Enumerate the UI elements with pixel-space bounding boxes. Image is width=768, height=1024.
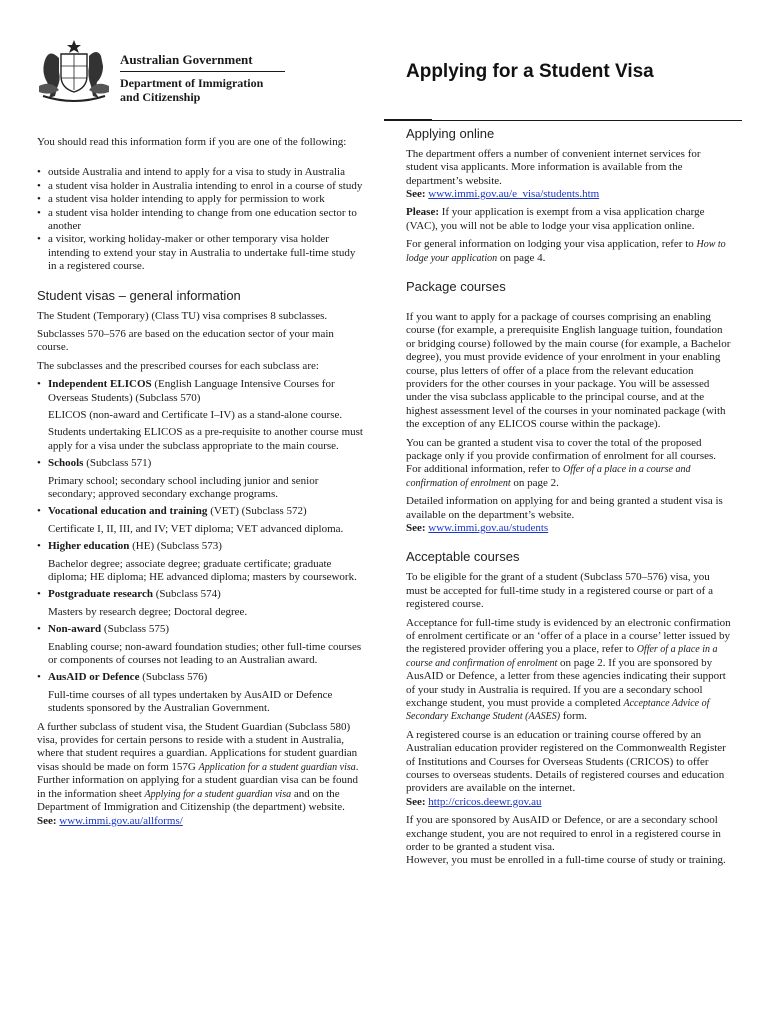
subclass-item bbox=[37, 671, 364, 715]
guardian-text-a: A further subclass of student visa, the Student Guardian (Subclass 580) visa, provides for certain persons to reside with a student in Australia, where that student requires a guardian. Applications for student guardian visas should be made on form 157G bbox=[37, 720, 358, 773]
left-column bbox=[37, 136, 364, 833]
government-name: Australian Government bbox=[120, 52, 253, 67]
offer-section-ref: Offer of a place in a course and confirmation of enrolment bbox=[406, 464, 691, 489]
subclass-name: Postgraduate research bbox=[48, 588, 153, 601]
evisa-students-link[interactable]: www.immi.gov.au/e_visa/students.htm bbox=[428, 188, 600, 201]
package-text-b: on page 2. bbox=[510, 476, 559, 489]
subclass-name: Independent ELICOS bbox=[48, 378, 152, 391]
intro-paragraph: You should read this information form if you are one of the following: bbox=[37, 136, 347, 148]
package-paragraph-2 bbox=[406, 437, 732, 491]
subclass-description: Students undertaking ELICOS as a pre-requisite to another course must apply for a visa under the subclass appropriate to the main course. bbox=[48, 426, 363, 452]
package-paragraph-1: If you want to apply for a package of courses comprising an enabling course (for example, a prerequisite English language tuition, foundation or bridging course) followed by the main course (for example, a Bachelor degree), you must provide evidence of your enrolment in your enabling course, plus letters of offer of a place from the relevant education providers for the other courses in your package. You will be assessed under the visa subclass applicable to the principal course, and at the highest assessment level of the courses in your nominated package (with the exception of any ELICOS course within the package). bbox=[406, 310, 731, 431]
cricos-see bbox=[406, 796, 732, 809]
intro-list-item: • a student visa holder in Australia intending to enrol in a course of study bbox=[37, 180, 364, 193]
subclass-detail: (Subclass 576) bbox=[139, 671, 208, 684]
guardian-paragraph bbox=[37, 721, 364, 815]
subclass-detail: (Subclass 574) bbox=[153, 588, 221, 601]
subclass-name: Non-award bbox=[48, 623, 102, 636]
subclass-description: Certificate I, II, III, and IV; VET diploma; VET advanced diploma. bbox=[48, 522, 344, 535]
guardian-text-b: . Further information on applying for a student guardian visa can be found in the information sheet bbox=[37, 760, 359, 800]
document-title: Applying for a Student Visa bbox=[406, 61, 654, 82]
please-text: If your application is exempt from a visa application charge (VAC), you will not be able to lodge your visa application online. bbox=[406, 206, 705, 232]
subclass-detail: (Subclass 575) bbox=[101, 623, 169, 636]
department-name-line-1: Department of Immigration bbox=[120, 75, 264, 90]
title-divider bbox=[384, 120, 742, 121]
subclass-item bbox=[37, 588, 364, 619]
see-label: See: bbox=[406, 188, 426, 201]
package-paragraph-3: Detailed information on applying for and being granted a student visa is available on the department’s website. bbox=[406, 495, 723, 521]
accept-text-c: form. bbox=[560, 710, 588, 723]
subclass-description: ELICOS (non-award and Certificate I–IV) as a stand-alone course. bbox=[48, 408, 343, 421]
subclass-list bbox=[37, 378, 364, 716]
intro-list-item: • outside Australia and intend to apply for a visa to study in Australia bbox=[37, 166, 364, 179]
package-text-a: You can be granted a student visa to cover the total of the proposed package only if you provide confirmation of enrolment for all courses. For additional information, refer to bbox=[406, 436, 717, 476]
accept-text-b: on page 2. If you are sponsored by AusAID or Defence, a letter from these agencies indicating their support of your study in Australia is required. If you are a secondary school exchange student, you must provide a completed bbox=[406, 656, 726, 709]
subclass-name: Vocational education and training bbox=[48, 505, 208, 518]
see-label: See: bbox=[37, 814, 57, 827]
allforms-link[interactable]: www.immi.gov.au/allforms/ bbox=[59, 814, 183, 827]
see-label: See: bbox=[406, 795, 426, 808]
australian-coat-of-arms-icon bbox=[33, 36, 115, 108]
guardian-form-title: Application for a student guardian visa bbox=[198, 761, 356, 773]
please-paragraph bbox=[406, 206, 732, 233]
general-paragraph-1: The Student (Temporary) (Class TU) visa comprises 8 subclasses. bbox=[37, 309, 328, 322]
aases-form-title: Acceptance Advice of Secondary Exchange Student (AASES) bbox=[406, 697, 710, 723]
offer-section-ref: Offer of a place in a course and confirmation of enrolment bbox=[406, 644, 718, 669]
subclass-detail: (VET) (Subclass 572) bbox=[207, 505, 307, 518]
students-link[interactable]: www.immi.gov.au/students bbox=[428, 522, 549, 535]
online-see bbox=[406, 188, 732, 201]
lodge-text-a: For general information on lodging your visa application, refer to bbox=[406, 238, 697, 251]
subclass-description: Primary school; secondary school including junior and senior secondary; approved secondary exchange programs. bbox=[48, 474, 319, 500]
applying-online-heading: Applying online bbox=[406, 126, 495, 141]
right-column bbox=[406, 126, 732, 873]
subclass-detail: (English Language Intensive Courses for Overseas Students) (Subclass 570) bbox=[48, 378, 335, 404]
accept-paragraph-4: If you are sponsored by AusAID or Defence, or are a secondary school exchange student, you are not required to enrol in a registered course in order to be granted a student visa. bbox=[406, 814, 721, 854]
subclass-description: Enabling course; non-award foundation studies; other full-time courses or components of courses not leading to an Australian award. bbox=[48, 640, 362, 667]
subclass-description: Full-time courses of all types undertaken by AusAID or Defence students sponsored by the Australian Government. bbox=[48, 688, 333, 715]
please-label: Please: bbox=[406, 206, 439, 219]
accept-paragraph-3: A registered course is an education or training course offered by an Australian education provider registered on the Commonwealth Register of Institutions and Courses for Overseas Students (CRICOS) to offer courses to overseas students. Details of registered courses and education providers are available on the internet. bbox=[406, 728, 726, 795]
subclass-item bbox=[37, 623, 364, 667]
intro-list-item: • a student visa holder intending to apply for permission to work bbox=[37, 193, 364, 206]
subclass-item bbox=[37, 378, 364, 453]
subclass-name: AusAID or Defence bbox=[48, 671, 140, 684]
package-see bbox=[406, 522, 732, 535]
cricos-link[interactable]: http://cricos.deewr.gov.au bbox=[428, 795, 542, 808]
subclass-detail: (HE) (Subclass 573) bbox=[129, 540, 222, 553]
accept-text-a: Acceptance for full-time study is evidenced by an electronic confirmation of enrolment certificate or an ‘offer of a place in a course’ letter issued by the registered provider offering you a place, refer to bbox=[406, 616, 731, 656]
guardian-sheet-title: Applying for a student guardian visa bbox=[144, 788, 292, 800]
intro-list-item: • a visitor, working holiday-maker or other temporary visa holder intending to extend your stay in Australia to undertake full-time study in a registered course. bbox=[37, 233, 364, 273]
intro-list-item: • a student visa holder intending to change from one education sector to another bbox=[37, 207, 364, 234]
subclass-item bbox=[37, 540, 364, 584]
subclass-name: Higher education bbox=[48, 540, 130, 553]
lodge-text-b: on page 4. bbox=[497, 251, 546, 264]
online-paragraph: The department offers a number of convenient internet services for student visa applicants. More information is available from the department’s website. bbox=[406, 147, 701, 187]
lodge-paragraph bbox=[406, 238, 732, 265]
branding-divider bbox=[120, 71, 285, 72]
accept-paragraph-5: However, you must be enrolled in a full-time course of study or training. bbox=[406, 854, 726, 867]
subclass-item bbox=[37, 505, 364, 536]
intro-list bbox=[37, 166, 364, 273]
general-paragraph-2: Subclasses 570–576 are based on the education sector of your main course. bbox=[37, 327, 334, 354]
guardian-see bbox=[37, 815, 364, 828]
government-branding bbox=[120, 53, 285, 105]
accept-paragraph-1: To be eligible for the grant of a student (Subclass 570–576) visa, you must be accepted for full-time study in a registered course or part of a registered course. bbox=[406, 571, 713, 611]
lodge-guide-title: How to lodge your application bbox=[406, 239, 726, 264]
subclass-detail: (Subclass 571) bbox=[83, 457, 152, 470]
see-label: See: bbox=[406, 522, 426, 535]
general-paragraph-3: The subclasses and the prescribed courses for each subclass are: bbox=[37, 359, 319, 372]
department-name-line-2: and Citizenship bbox=[120, 90, 201, 105]
subclass-item bbox=[37, 457, 364, 501]
acceptable-courses-heading: Acceptable courses bbox=[406, 549, 520, 565]
subclass-name: Schools bbox=[48, 457, 84, 470]
title-divider-accent bbox=[384, 119, 432, 121]
guardian-text-c: and on the Department of Immigration and Citizenship (the department) website. bbox=[37, 787, 345, 814]
subclass-description: Masters by research degree; Doctoral degree. bbox=[48, 605, 248, 618]
accept-paragraph-2 bbox=[406, 617, 732, 724]
general-info-heading: Student visas – general information bbox=[37, 287, 241, 303]
package-courses-heading: Package courses bbox=[406, 279, 506, 295]
subclass-description: Bachelor degree; associate degree; graduate certificate; graduate diploma; HE diploma; HE advanced diploma; masters by coursework. bbox=[48, 557, 357, 584]
